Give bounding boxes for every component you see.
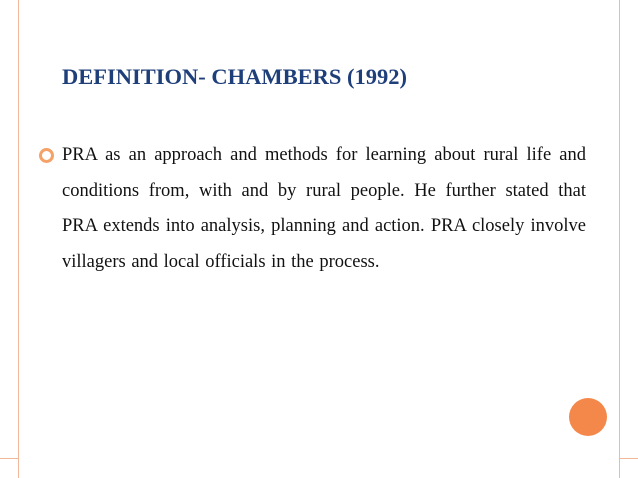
bottom-right-border-tick — [619, 458, 638, 459]
bottom-left-border-tick — [0, 458, 19, 459]
hollow-circle-bullet-icon — [39, 148, 54, 163]
slide-title: DEFINITION- CHAMBERS (1992) — [62, 64, 408, 89]
right-border-line — [619, 0, 620, 478]
bullet-text: PRA as an approach and methods for learning about rural life and conditions from, with and by rural people. He further stated that PRA extends into analysis, planning and action. PRA closely involve villagers and local officials in the process. — [62, 145, 586, 272]
orange-circle-icon — [569, 398, 607, 436]
left-border-line — [18, 0, 19, 478]
